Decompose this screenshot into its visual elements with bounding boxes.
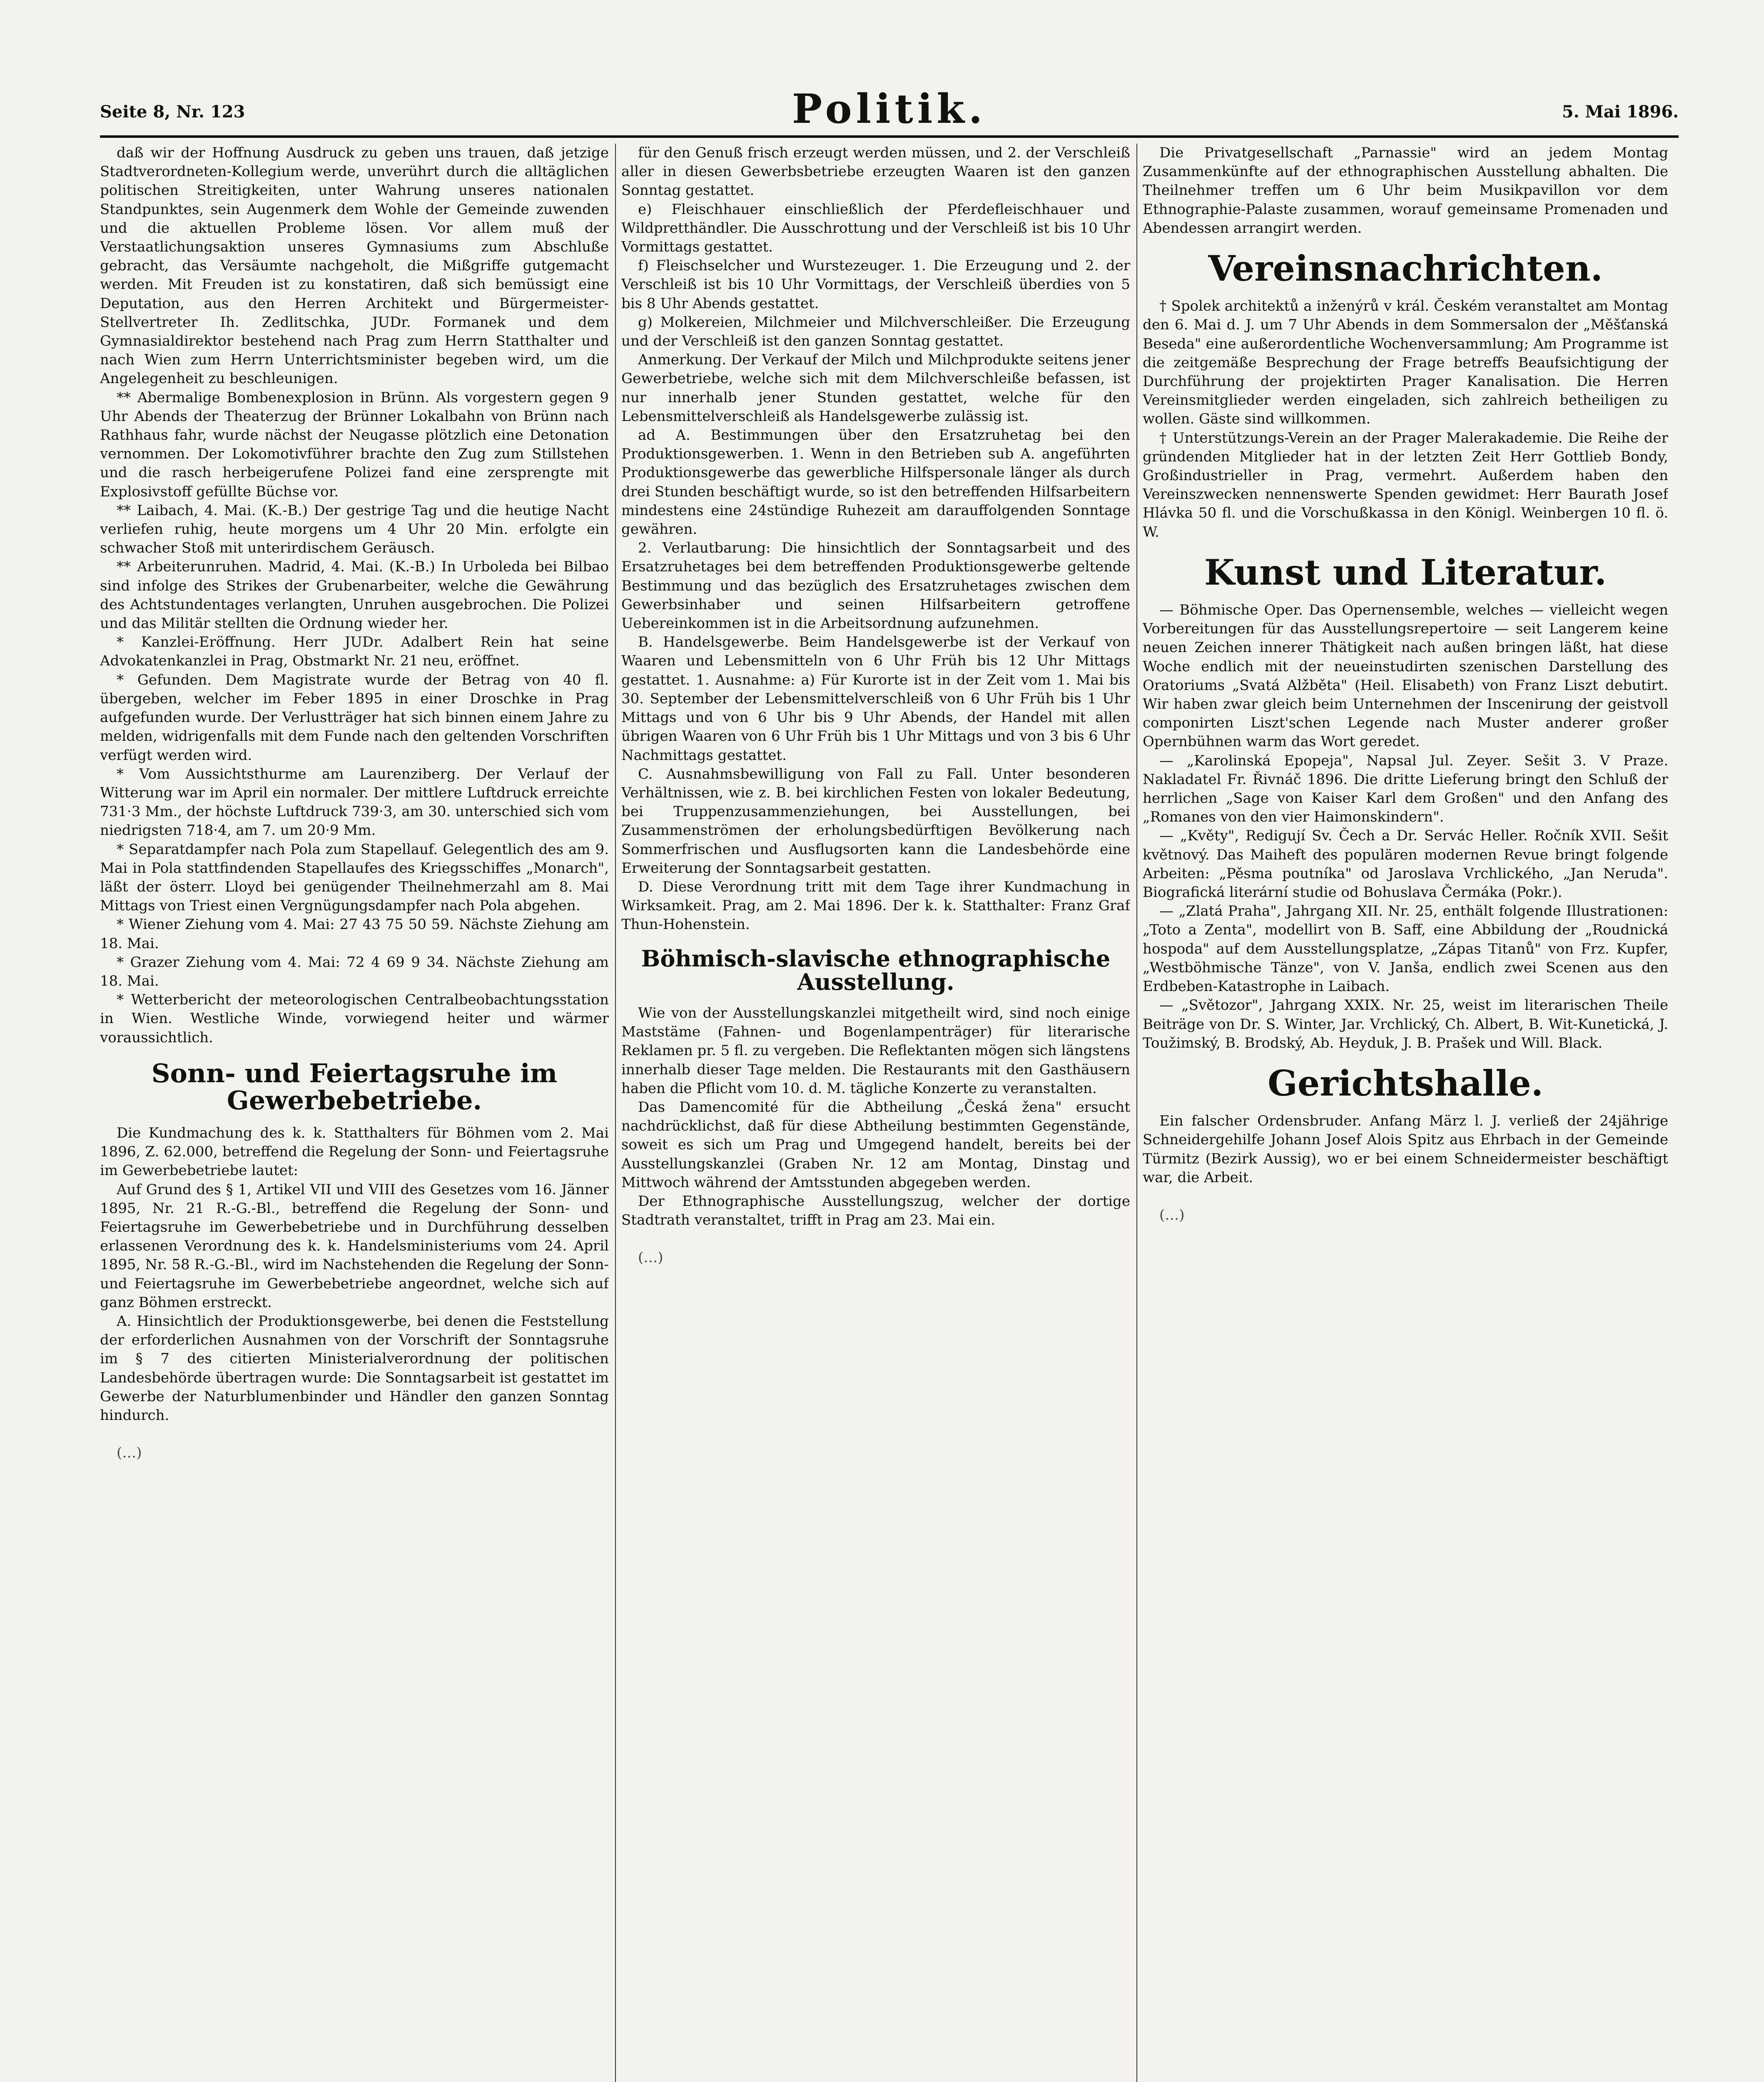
paragraph: e) Fleischhauer einschließlich der Pferdefleischhauer und Wildpretthändler. Die Ausschrottung und der Verschleiß ist bis 10 Uhr Vormittags gestattet. [621, 201, 1130, 256]
paragraph: — „Karolinská Epopeja", Napsal Jul. Zeyer. Sešit 3. V Praze. Nakladatel Fr. Řivnáč 1896. Die dritte Lieferung bringt den Schluß der herrlichen „Sage von Kaiser Karl dem Großen" und den Anfang des „Romanes von den vier Haimonskindern". [1143, 752, 1668, 826]
paragraph: — Böhmische Oper. Das Opernensemble, welches — vielleicht wegen Vorbereitungen für das Ausstellungsrepertoire — seit Langerem keine neuen Zeichen innerer Thätigkeit nach außen bringen läßt, hat diese Woche endlich mit der neueinstudirten szenischen Darstellung des Oratoriums „Svatá Alžběta" (Heil. Elisabeth) von Franz Liszt debutirt. Wir haben zwar gleich beim Unternehmen der Inscenirung der geistvoll componirten Liszt'schen Legende nach Muster anderer großer Opernbühnen warm das Wort geredet. [1143, 602, 1668, 750]
paragraph: ** Arbeiterunruhen. Madrid, 4. Mai. (K.-B.) In Urboleda bei Bilbao sind infolge des Strikes der Grubenarbeiter, welche die Gewährung des Achtstundentages verlangten, Unruhen ausgebrochen. Die Polizei und das Militär stellten die Ordnung wieder her. [100, 558, 609, 632]
paragraph: Die Kundmachung des k. k. Statthalters für Böhmen vom 2. Mai 1896, Z. 62.000, betreffend die Regelung der Sonn- und Feiertagsruhe im Gewerbebetriebe lautet: [100, 1124, 609, 1179]
paragraph: Die Privatgesellschaft „Parnassie" wird an jedem Montag Zusammenkünfte auf der ethnographischen Ausstellung abhalten. Die Theilnehmer treffen um 6 Uhr beim Musikpavillon vor dem Ethnographie-Palaste zusammen, worauf gemeinsame Promenaden und Abendessen arrangirt werden. [1143, 144, 1668, 237]
article-heading-ausstellung: Böhmisch-slavische ethnographische Ausstellung. [641, 945, 1111, 996]
paragraph: f) Fleischselcher und Wurstezeuger. 1. Die Erzeugung und 2. der Verschleiß ist bis 10 Uhr Vormittags, der Verschleiß überdies von 5 bis 8 Uhr Abends gestattet. [621, 257, 1130, 312]
paragraph: D. Diese Verordnung tritt mit dem Tage ihrer Kundmachung in Wirksamkeit. Prag, am 2. Mai 1896. Der k. k. Statthalter: Franz Graf Thun-Hohenstein. [621, 878, 1130, 933]
section-heading-gerichtshalle: Gerichtshalle. [1268, 1062, 1543, 1104]
paragraph: 2. Verlautbarung: Die hinsichtlich der Sonntagsarbeit und des Ersatzruhetages bei dem betreffenden Produktionsgewerbe geltende Bestimmung und das bezüglich des Ersatzruhetages zwischen dem Gewerbsinhaber und seinen Hilfsarbeitern getroffene Uebereinkommen ist in die Arbeitsordnung aufzunehmen. [621, 540, 1130, 632]
paragraph: A. Hinsichtlich der Produktionsgewerbe, bei denen die Feststellung der erforderlichen Ausnahmen von der Vorschrift der Sonntagsruhe im § 7 des citierten Ministerialverordnung der politischen Landesbehörde übertragen wurde: Die Sonntagsarbeit ist gestattet im Gewerbe der Naturblumenbinder und Händler den ganzen Sonntag hindurch. [100, 1312, 609, 1424]
paragraph: * Separatdampfer nach Pola zum Stapellauf. Gelegentlich des am 9. Mai in Pola stattfindenden Stapellaufes des Kriegsschiffes „Monarch", läßt der österr. Lloyd bei genügender Theilnehmerzahl am 8. Mai Mittags von Triest einen Vergnügungsdampfer nach Pola abgehen. [100, 841, 609, 914]
paragraph: — „Světozor", Jahrgang XXIX. Nr. 25, weist im literarischen Theile Beiträge von Dr. S. Winter, Jar. Vrchlický, Ch. Albert, B. Wit-Kunetická, J. Toužimský, B. Brodský, Ab. Heyduk, J. B. Prašek und Will. Black. [1143, 997, 1668, 1051]
paragraph: Wie von der Ausstellungskanzlei mitgetheilt wird, sind noch einige Maststäme (Fahnen- und Bogenlampenträger) für literarische Reklamen pr. 5 fl. zu vergeben. Die Reflektanten mögen sich längstens innerhalb dieser Tage melden. Die Restaurants mit den Gasthäusern haben die Pflicht vom 10. d. M. tägliche Konzerte zu veranstalten. [621, 1004, 1130, 1097]
section-title: Politik. [792, 85, 987, 132]
article-heading-sonntagsruhe: Sonn- und Feiertagsruhe im Gewerbebetriebe. [151, 1058, 558, 1116]
paragraph: * Vom Aussichtsthurme am Laurenziberg. Der Verlauf der Witterung war im April ein normaler. Der mittlere Luftdruck erreichte 731·3 Mm., der höchste Luftdruck 739·3, am 30. unterschied sich vom niedrigsten 718·4, am 7. um 20·9 Mm. [100, 765, 609, 839]
paragraph: * Kanzlei-Eröffnung. Herr JUDr. Adalbert Rein hat seine Advokatenkanzlei in Prag, Obstmarkt Nr. 21 neu, eröffnet. [100, 634, 609, 670]
section-heading-vereinsnachrichten: Vereinsnachrichten. [1208, 248, 1603, 289]
paragraph: B. Handelsgewerbe. Beim Handelsgewerbe ist der Verkauf von Waaren und Lebensmitteln von 6 Uhr Früh bis 12 Uhr Mittags gestattet. 1. Ausnahme: a) Für Kurorte ist in der Zeit vom 1. Mai bis 30. September der Lebensmittelverschleiß von 6 Uhr Früh bis 1 Uhr Mittags und von 6 Uhr bis 9 Uhr Abends, der Handel mit allen übrigen Waaren von 6 Uhr Früh bis 1 Uhr Mittags und von 3 bis 6 Uhr Nachmittags gestattet. [621, 634, 1130, 764]
paragraph: * Grazer Ziehung vom 4. Mai: 72 4 69 9 34. Nächste Ziehung am 18. Mai. [100, 954, 609, 989]
column-divider-2 [1136, 144, 1137, 2082]
text-continues-marker: (…) [117, 1444, 142, 1462]
column-divider-1 [615, 144, 616, 2082]
paragraph: ** Abermalige Bombenexplosion in Brünn. Als vorgestern gegen 9 Uhr Abends der Theaterzug der Brünner Lokalbahn von Brünn nach Rathhaus fahr, wurde nächst der Neugasse plötzlich eine Detonation vernommen. Der Lokomotivführer brachte den Zug zum Stillstehen und die rasch herbeigerufene Polizei fand eine zersprengte mit Explosivstoff gefüllte Büchse vor. [100, 389, 609, 500]
paragraph: für den Genuß frisch erzeugt werden müssen, und 2. der Verschleiß aller in diesen Gewerbsbetriebe erzeugten Waaren ist den ganzen Sonntag gestattet. [621, 144, 1130, 199]
text-continues-marker: (…) [1159, 1206, 1185, 1223]
paragraph: ** Laibach, 4. Mai. (K.-B.) Der gestrige Tag und die heutige Nacht verliefen ruhig, heute morgens um 4 Uhr 20 Min. erfolgte ein schwacher Stoß mit unterirdischem Geräusch. [100, 502, 609, 557]
paragraph: † Unterstützungs-Verein an der Prager Malerakademie. Die Reihe der gründenden Mitglieder hat in der letzten Zeit Herr Gottlieb Bondy, Großindustrieller in Prag, vermehrt. Außerdem haben den Vereinszwecken nennenswerte Spenden gewidmet: Herr Baurath Josef Hlávka 50 fl. und die Vorschußkassa in den Königl. Weinbergen 10 fl. ö. W. [1143, 429, 1668, 540]
header-rule [100, 135, 1679, 138]
paragraph: Anmerkung. Der Verkauf der Milch und Milchprodukte seitens jener Gewerbetriebe, welche sich mit dem Milchverschleiße befassen, ist nur innerhalb jener Stunden gestattet, welche für den Lebensmittelverschleiß als Handelsgewerbe zulässig ist. [621, 351, 1130, 425]
paragraph: Das Damencomité für die Abtheilung „Česká žena" ersucht nachdrücklichst, daß für diese Abtheilung bestimmten Gegenstände, soweit es sich um Prag und Umgegend handelt, bereits bei der Ausstellungskanzlei (Graben Nr. 12 am Montag, Dinstag und Mittwoch während der Amtsstunden abgegeben werden. [621, 1098, 1130, 1191]
paragraph: C. Ausnahmsbewilligung von Fall zu Fall. Unter besonderen Verhältnissen, wie z. B. bei kirchlichen Festen von lokaler Bedeutung, bei Truppenzusammenziehungen, bei Ausstellungen, bei Zusammenströmen der erholungsbedürftigen Bevölkerung nach Sommerfrischen und Ausflugsorten kann die Landesbehörde eine Erweiterung der Sonntagsarbeit gestatten. [621, 765, 1130, 877]
paragraph: daß wir der Hoffnung Ausdruck zu geben uns trauen, daß jetzige Stadtverordneten-Kollegium werde, unverührt durch die alltäglichen politischen Streitigkeiten, unter Wahrung unseres nationalen Standpunktes, sein Augenmerk dem Wohle der Gemeinde zuwenden und die aktuellen Probleme lösen. Vor allem muß der Verstaatlichungsaktion unseres Gymnasiums zum Abschluße gebracht, das Versäumte nachgeholt, die Mißgriffe gutgemacht werden. Mit Freuden ist zu konstatiren, daß sich bemüssigt eine Deputation, aus den Herren Architekt und Bürgermeister-Stellvertreter Ih. Zedlitschka, JUDr. Formanek und dem Gymnasialdirektor bestehend nach Prag zum Herrn Statthalter und nach Wien zum Herrn Unterrichtsminister begeben wird, um die Angelegenheit zu beschleunigen. [100, 144, 609, 387]
paragraph: — „Květy", Redigují Sv. Čech a Dr. Servác Heller. Ročník XVII. Sešit květnový. Das Maiheft des populären modernen Revue bringt folgende Arbeiten: „Pěsma poutníka" od Jaroslava Vrchlického, „Jan Neruda". Biografická literární studie od Bohuslava Čermáka (Pokr.). [1143, 827, 1668, 901]
column-2 [621, 144, 1130, 2082]
paragraph: ad A. Bestimmungen über den Ersatzruhetag bei den Produktionsgewerben. 1. Wenn in den Betrieben sub A. angeführten Produktionsgewerbe das gewerbliche Hilfspersonale länger als durch drei Stunden beschäftigt wurde, so ist den betreffenden Hilfsarbeitern mindestens eine 24stündige Ruhezeit am darauffolgenden Sonntage gewähren. [621, 427, 1130, 538]
page-number: Seite 8, Nr. 123 [100, 102, 245, 122]
column-1 [100, 144, 609, 2082]
paragraph: * Wetterbericht der meteorologischen Centralbeobachtungsstation in Wien. Westliche Winde, vorwiegend heiter und wärmer voraussichtlich. [100, 991, 609, 1046]
paragraph: Der Ethnographische Ausstellungszug, welcher der dortige Stadtrath veranstaltet, trifft in Prag am 23. Mai ein. [621, 1193, 1130, 1229]
paragraph: * Gefunden. Dem Magistrate wurde der Betrag von 40 fl. übergeben, welcher im Feber 1895 in einer Droschke in Prag aufgefunden wurde. Der Verlustträger hat sich binnen einem Jahre zu melden, widrigenfalls mit dem Funde nach den geltenden Vorschriften verfügt werden wird. [100, 671, 609, 764]
section-heading-kunst-literatur: Kunst und Literatur. [1204, 551, 1607, 593]
text-continues-marker: (…) [638, 1249, 663, 1266]
issue-date: 5. Mai 1896. [1562, 102, 1679, 122]
paragraph: — „Zlatá Praha", Jahrgang XII. Nr. 25, enthält folgende Illustrationen: „Toto a Zenta", modellirt von B. Saff, eine Abbildung der „Roudnická hospoda" auf dem Ausstellungsplatze, „Zápas Titanů" von Frz. Kupfer, „Westböhmische Tänze", von V. Janša, endlich zwei Scenen aus den Erdbeben-Katastrophe in Laibach. [1143, 903, 1668, 995]
paragraph: Ein falscher Ordensbruder. Anfang März l. J. verließ der 24jährige Schneidergehilfe Johann Josef Alois Spitz aus Ehrbach in der Gemeinde Türmitz (Bezirk Aussig), wo er bei einem Schneidermeister beschäftigt war, die Arbeit. [1143, 1113, 1668, 1186]
paragraph: g) Molkereien, Milchmeier und Milchverschleißer. Die Erzeugung und der Verschleiß ist den ganzen Sonntag gestattet. [621, 314, 1130, 350]
paragraph: Auf Grund des § 1, Artikel VII und VIII des Gesetzes vom 16. Jänner 1895, Nr. 21 R.-G.-Bl., betreffend die Regelung der Sonn- und Feiertagsruhe im Gewerbebetriebe und in Durchführung desselben erlassenen Verordnung des k. k. Handelsministeriums vom 24. April 1895, Nr. 58 R.-G.-Bl., wird im Nachstehenden die Regelung der Sonn- und Feiertagsruhe im Gewerbebetriebe angeordnet, welche sich auf ganz Böhmen erstreckt. [100, 1181, 609, 1311]
paragraph: * Wiener Ziehung vom 4. Mai: 27 43 75 50 59. Nächste Ziehung am 18. Mai. [100, 916, 609, 952]
paragraph: † Spolek architektů a inženýrů v král. Českém veranstaltet am Montag den 6. Mai d. J. um 7 Uhr Abends in dem Sommersalon der „Měšťanská Beseda" eine außerordentliche Wochenversammlung; Am Programme ist die zeitgemäße Besprechung der Frage betreffs Beaufsichtigung der Durchführung der projektirten Prager Kanalisation. Die Herren Vereinsmitglieder werden eingeladen, sich zahlreich betheiligen zu wollen. Gäste sind willkommen. [1143, 298, 1668, 428]
page-header [100, 85, 1679, 135]
column-3 [1143, 144, 1668, 2082]
